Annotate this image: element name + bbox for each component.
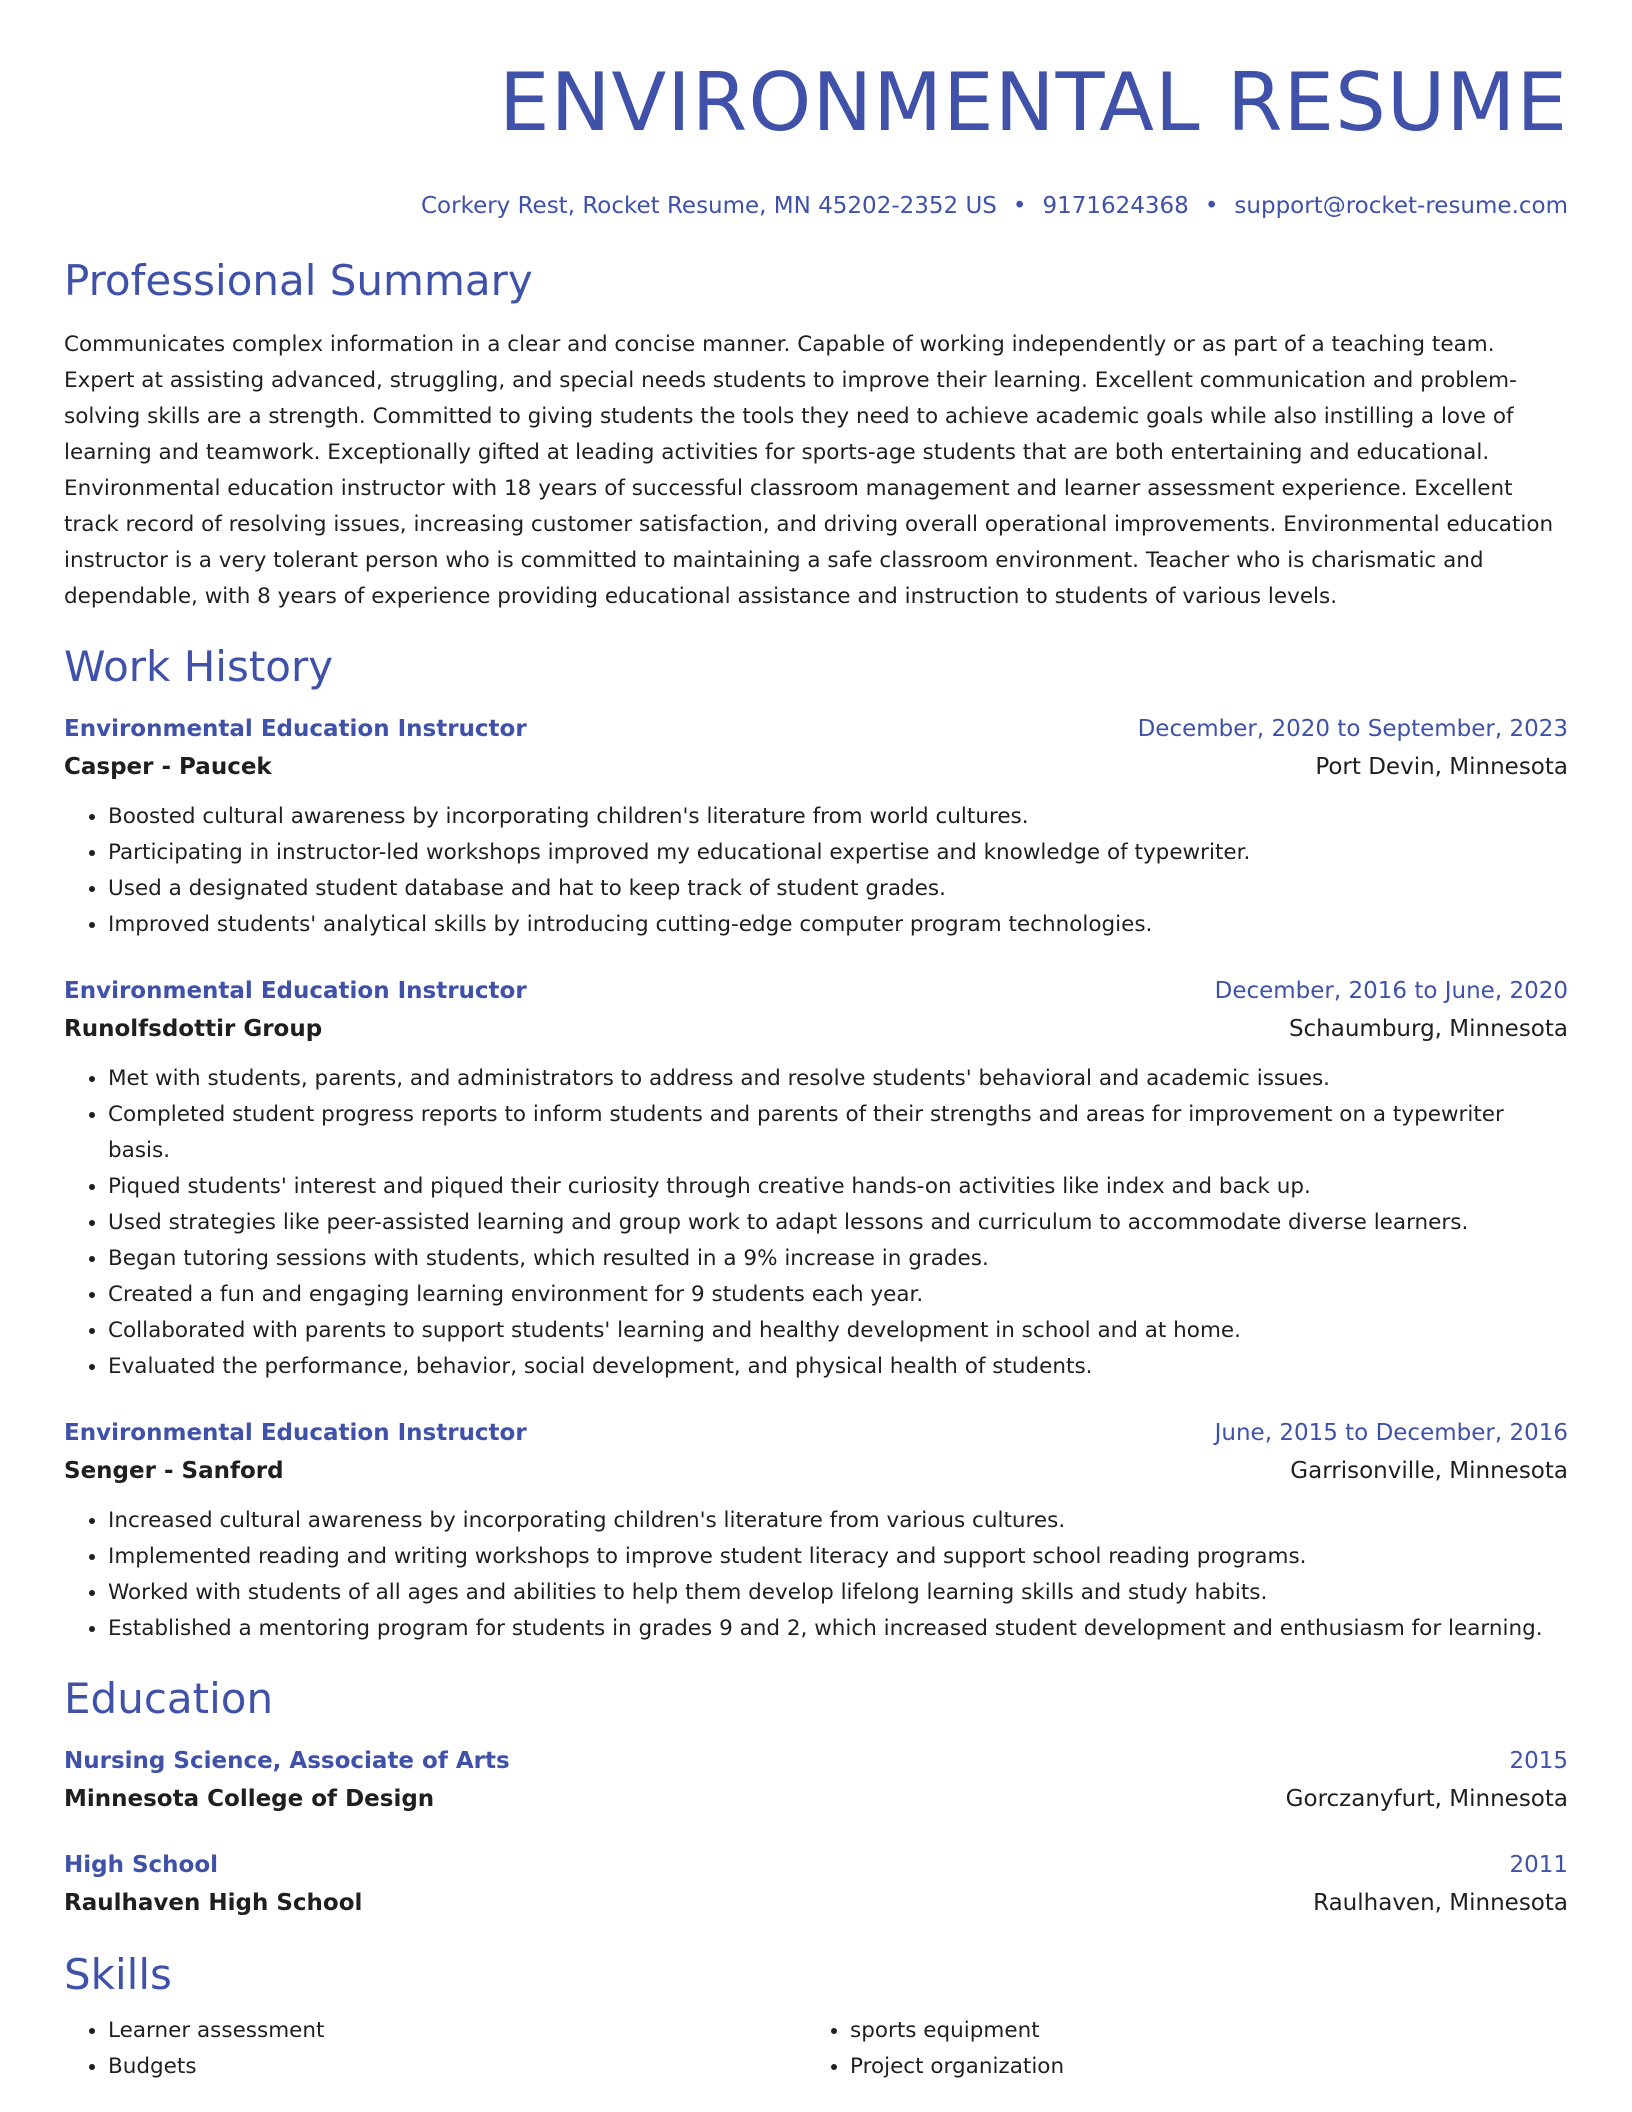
job-dates: June, 2015 to December, 2016 — [1214, 1420, 1568, 1446]
job-bullet: • Boosted cultural awareness by incorporating children's literature from world cultures. — [108, 799, 1568, 835]
job-bullet: • Began tutoring sessions with students, which resulted in a 9% increase in grades. — [108, 1241, 1568, 1277]
summary-heading: Professional Summary — [64, 256, 533, 305]
education-heading: Education — [64, 1674, 274, 1723]
skills-column-left — [64, 2013, 806, 2085]
education-location: Gorczanyfurt, Minnesota — [1285, 1786, 1568, 1812]
job-bullets — [64, 1503, 1568, 1647]
job-bullets — [64, 799, 1568, 943]
job-company: Runolfsdottir Group — [64, 1016, 323, 1042]
work-history-heading: Work History — [64, 642, 334, 691]
job-bullet: • Used a designated student database and hat to keep track of student grades. — [108, 871, 1568, 907]
education-degree: High School — [64, 1852, 219, 1878]
job-bullet: • Worked with students of all ages and abilities to help them develop lifelong learning skills and study habits. — [108, 1575, 1568, 1611]
resume-name: ENVIRONMENTAL RESUME — [499, 56, 1568, 149]
job-bullet: • Implemented reading and writing workshops to improve student literacy and support school reading programs. — [108, 1539, 1568, 1575]
job-company: Senger - Sanford — [64, 1458, 284, 1484]
job-bullet: • Met with students, parents, and administrators to address and resolve students' behavioral and academic issues. — [108, 1061, 1568, 1097]
skill-item: • Learner assessment — [108, 2013, 806, 2049]
job-bullet: • Participating in instructor-led workshops improved my educational expertise and knowledge of typewriter. — [108, 835, 1568, 871]
contact-separator: • — [1012, 193, 1027, 219]
contact-email: support@rocket-resume.com — [1234, 193, 1568, 219]
job-bullet: • Collaborated with parents to support students' learning and healthy development in school and at home. — [108, 1313, 1568, 1349]
job-bullet: • Improved students' analytical skills by introducing cutting-edge computer program technologies. — [108, 907, 1568, 943]
job-dates: December, 2020 to September, 2023 — [1137, 716, 1568, 742]
job-bullet: • Used strategies like peer-assisted learning and group work to adapt lessons and curriculum to accommodate diverse learners. — [108, 1205, 1568, 1241]
skill-item: • sports equipment — [850, 2013, 1548, 2049]
job-bullets — [64, 1061, 1568, 1385]
contact-phone: 9171624368 — [1042, 193, 1189, 219]
summary-text: Communicates complex information in a clear and concise manner. Capable of working independently or as part of a teaching team. Expert at assisting advanced, struggling, and special needs students to improve their learning. Excellent communication and problem-solving skills are a strength. Committed to giving students the tools they need to achieve academic goals while also instilling a love of learning and teamwork. Exceptionally gifted at leading activities for sports-age students that are both entertaining and educational. Environmental education instructor with 18 years of successful classroom management and learner assessment experience. Excellent track record of resolving issues, increasing customer satisfaction, and driving overall operational improvements. Environmental education instructor is a very tolerant person who is committed to maintaining a safe classroom environment. Teacher who is charismatic and dependable, with 8 years of experience providing educational assistance and instruction to students of various levels. — [64, 332, 1554, 609]
education-degree: Nursing Science, Associate of Arts — [64, 1748, 510, 1774]
contact-address: Corkery Rest, Rocket Resume, MN 45202-2352 US — [420, 193, 997, 219]
education-entry — [64, 1847, 1568, 1923]
education-location: Raulhaven, Minnesota — [1313, 1890, 1568, 1916]
job-bullet: • Established a mentoring program for students in grades 9 and 2, which increased student development and enthusiasm for learning. — [108, 1611, 1568, 1647]
job-bullet: • Evaluated the performance, behavior, social development, and physical health of students. — [108, 1349, 1568, 1385]
job-location: Schaumburg, Minnesota — [1288, 1016, 1568, 1042]
job-role: Environmental Education Instructor — [64, 1420, 527, 1446]
job-role: Environmental Education Instructor — [64, 716, 527, 742]
job-bullet: • Created a fun and engaging learning environment for 9 students each year. — [108, 1277, 1568, 1313]
skill-item: • Project organization — [850, 2049, 1548, 2085]
job-entry — [64, 1415, 1568, 1647]
job-company: Casper - Paucek — [64, 754, 272, 780]
education-entry — [64, 1743, 1568, 1819]
resume-header — [64, 0, 1568, 221]
job-location: Garrisonville, Minnesota — [1290, 1458, 1568, 1484]
job-entry — [64, 973, 1568, 1385]
job-entry — [64, 711, 1568, 943]
job-bullet: • Increased cultural awareness by incorporating children's literature from various cultures. — [108, 1503, 1568, 1539]
education-year: 2015 — [1509, 1748, 1568, 1774]
job-dates: December, 2016 to June, 2020 — [1214, 978, 1568, 1004]
contact-separator: • — [1204, 193, 1219, 219]
job-location: Port Devin, Minnesota — [1315, 754, 1568, 780]
job-bullet: • Piqued students' interest and piqued their curiosity through creative hands-on activities like index and back up. — [108, 1169, 1568, 1205]
contact-line — [64, 191, 1568, 221]
skill-item: • Budgets — [108, 2049, 806, 2085]
education-school: Minnesota College of Design — [64, 1786, 435, 1812]
job-bullet: • Completed student progress reports to inform students and parents of their strengths and areas for improvement on a typewriter basis. — [108, 1097, 1568, 1169]
skills-list — [64, 2013, 1568, 2085]
education-year: 2011 — [1509, 1852, 1568, 1878]
education-school: Raulhaven High School — [64, 1890, 363, 1916]
skills-column-right — [806, 2013, 1548, 2085]
job-role: Environmental Education Instructor — [64, 978, 527, 1004]
skills-heading: Skills — [64, 1950, 172, 1999]
